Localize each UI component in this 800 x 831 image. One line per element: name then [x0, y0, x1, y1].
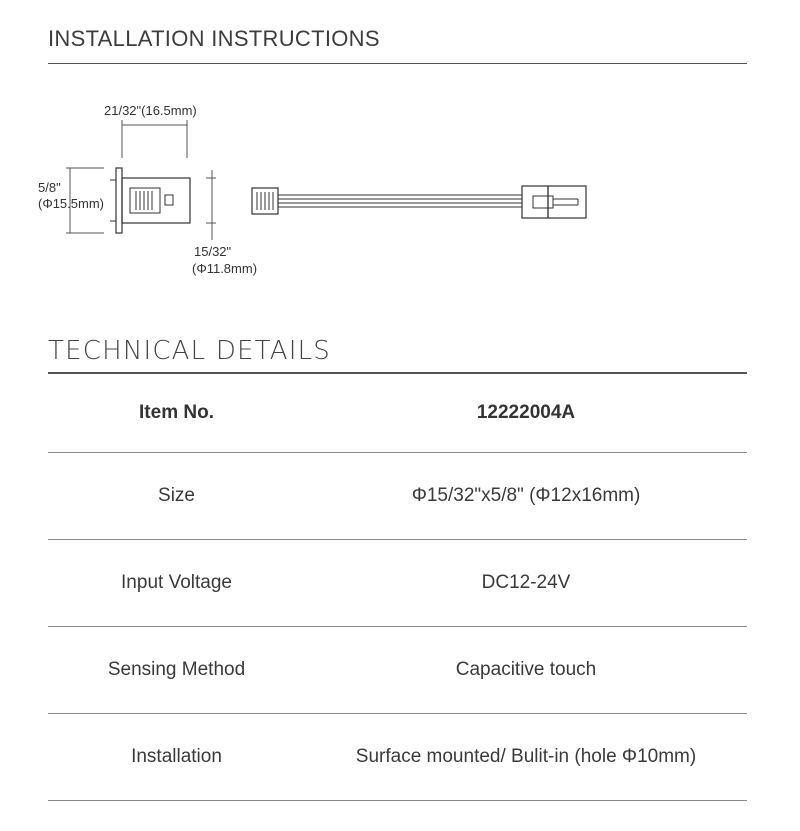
spec-label: Item No. [48, 374, 305, 453]
spec-value: 12222004A [305, 374, 747, 453]
dim-height-in-label: 5/8" [38, 180, 61, 195]
dim-width-label: 21/32"(16.5mm) [104, 103, 197, 118]
dim-depth-mm-label: (Φ11.8mm) [192, 261, 258, 276]
installation-divider [48, 63, 747, 64]
table-row [48, 627, 747, 714]
dim-depth-in-label: 15/32" [194, 244, 232, 259]
technical-title: TECHNICAL DETAILS [48, 336, 331, 366]
spec-table [48, 374, 747, 801]
table-row [48, 714, 747, 801]
installation-title: INSTALLATION INSTRUCTIONS [48, 26, 380, 51]
table-row [48, 540, 747, 627]
spec-value: Φ15/32"x5/8" (Φ12x16mm) [305, 453, 747, 540]
switch-body [110, 168, 190, 233]
spec-label: Input Voltage [48, 540, 305, 627]
spec-label: Installation [48, 714, 305, 801]
table-row [48, 374, 747, 453]
spec-value: Surface mounted/ Bulit-in (hole Φ10mm) [305, 714, 747, 801]
dim-height-mm-label: (Φ15.5mm) [38, 196, 104, 211]
cable-assembly [252, 186, 586, 218]
table-row [48, 453, 747, 540]
spec-label: Size [48, 453, 305, 540]
spec-value: Capacitive touch [305, 627, 747, 714]
installation-diagram [0, 80, 800, 300]
spec-label: Sensing Method [48, 627, 305, 714]
spec-value: DC12-24V [305, 540, 747, 627]
